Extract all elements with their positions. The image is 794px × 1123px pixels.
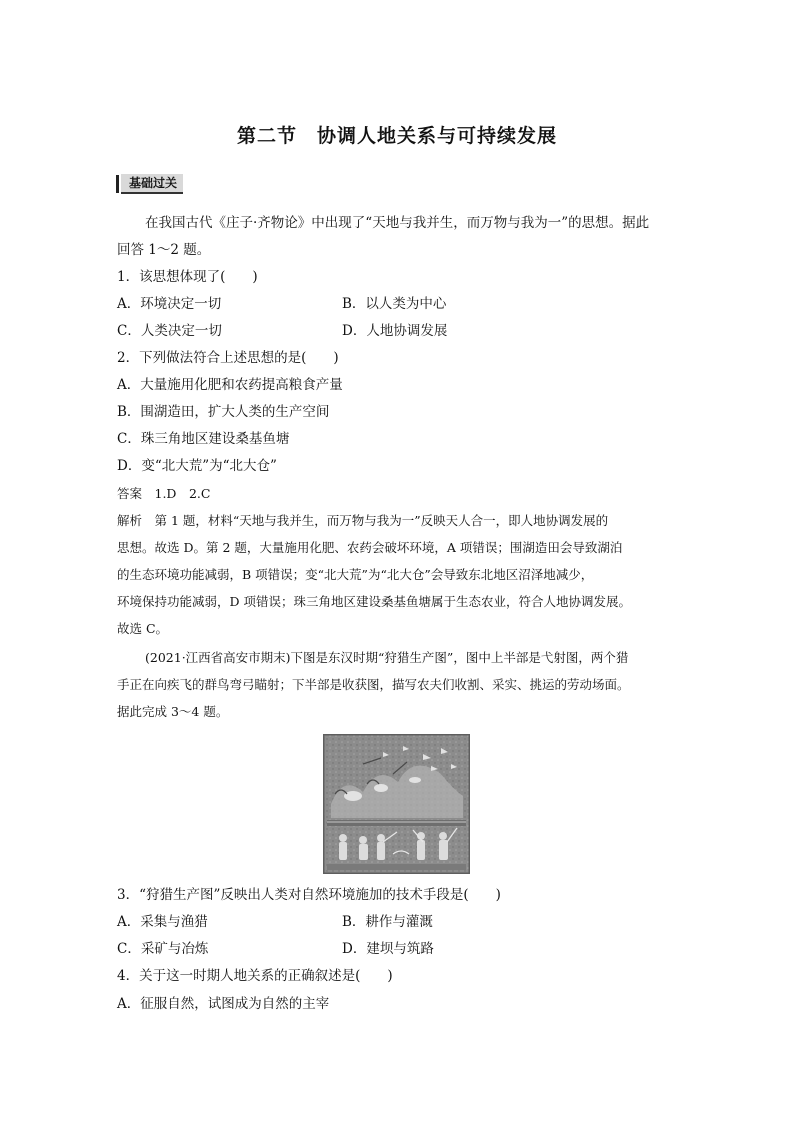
question-3-option-b: B．耕作与灌溉 [342,914,433,930]
question-1-option-c: C．人类决定一切 [117,323,222,339]
question-3-stem: 3．“狩猎生产图”反映出人类对自然环境施加的技术手段是( ) [117,887,501,903]
question-1-option-a: A．环境决定一切 [117,296,222,312]
analysis-line-4: 环境保持功能减弱，D 项错误；珠三角地区建设桑基鱼塘属于生态农业，符合人地协调发展。 [117,594,631,609]
section-marker-bar [116,175,119,193]
passage1-line-1: 在我国古代《庄子·齐物论》中出现了“天地与我并生，而万物与我为一”的思想。据此 [145,215,650,231]
question-2-option-c: C．珠三角地区建设桑基鱼塘 [117,431,290,447]
analysis-line-5: 故选 C。 [117,621,169,636]
question-3-option-a: A．采集与渔猎 [117,914,208,930]
analysis-line-1: 解析 第 1 题，材料“天地与我并生，而万物与我为一”反映天人合一，即人地协调发展的 [117,513,609,528]
question-2-option-a: A．大量施用化肥和农药提高粮食产量 [117,377,343,393]
passage2-line-2: 手正在向疾飞的群鸟弯弓瞄射；下半部是收获图，描写农夫们收割、采实、挑运的劳动场面。 [117,677,630,692]
relief-illustration [323,734,470,874]
question-1-option-b: B．以人类为中心 [342,296,447,312]
question-3-option-d: D．建坝与筑路 [342,941,434,957]
answer-line: 答案 1.D 2.C [117,486,211,501]
passage2-line-3: 据此完成 3～4 题。 [117,704,229,719]
question-2-option-b: B．围湖造田，扩大人类的生产空间 [117,404,330,420]
analysis-line-3: 的生态环境功能减弱，B 项错误；变“北大荒”为“北大仓”会导致东北地区沼泽地减少， [117,567,594,582]
page-title: 第二节 协调人地关系与可持续发展 [236,125,557,147]
question-2-option-d: D．变“北大荒”为“北大仓” [117,458,277,474]
analysis-line-2: 思想。故选 D。第 2 题，大量施用化肥、农药会破坏环境，A 项错误；围湖造田会导致湖泊 [117,540,623,555]
question-3-option-c: C．采矿与冶炼 [117,941,209,957]
passage1-line-2: 回答 1～2 题。 [117,242,211,258]
question-4-option-a: A．征服自然，试图成为自然的主宰 [117,996,330,1012]
question-1-stem: 1．该思想体现了( ) [117,269,258,285]
question-2-stem: 2．下列做法符合上述思想的是( ) [117,350,339,366]
section-label [116,174,183,194]
question-1-option-d: D．人地协调发展 [342,323,448,339]
question-4-stem: 4．关于这一时期人地关系的正确叙述是( ) [117,968,393,984]
passage2-line-1: (2021·江西省高安市期末)下图是东汉时期“狩猎生产图”，图中上半部是弋射图，两个猎 [145,650,629,665]
hunting-relief-image [323,734,470,874]
section-label-text: 基础过关 [121,174,183,194]
